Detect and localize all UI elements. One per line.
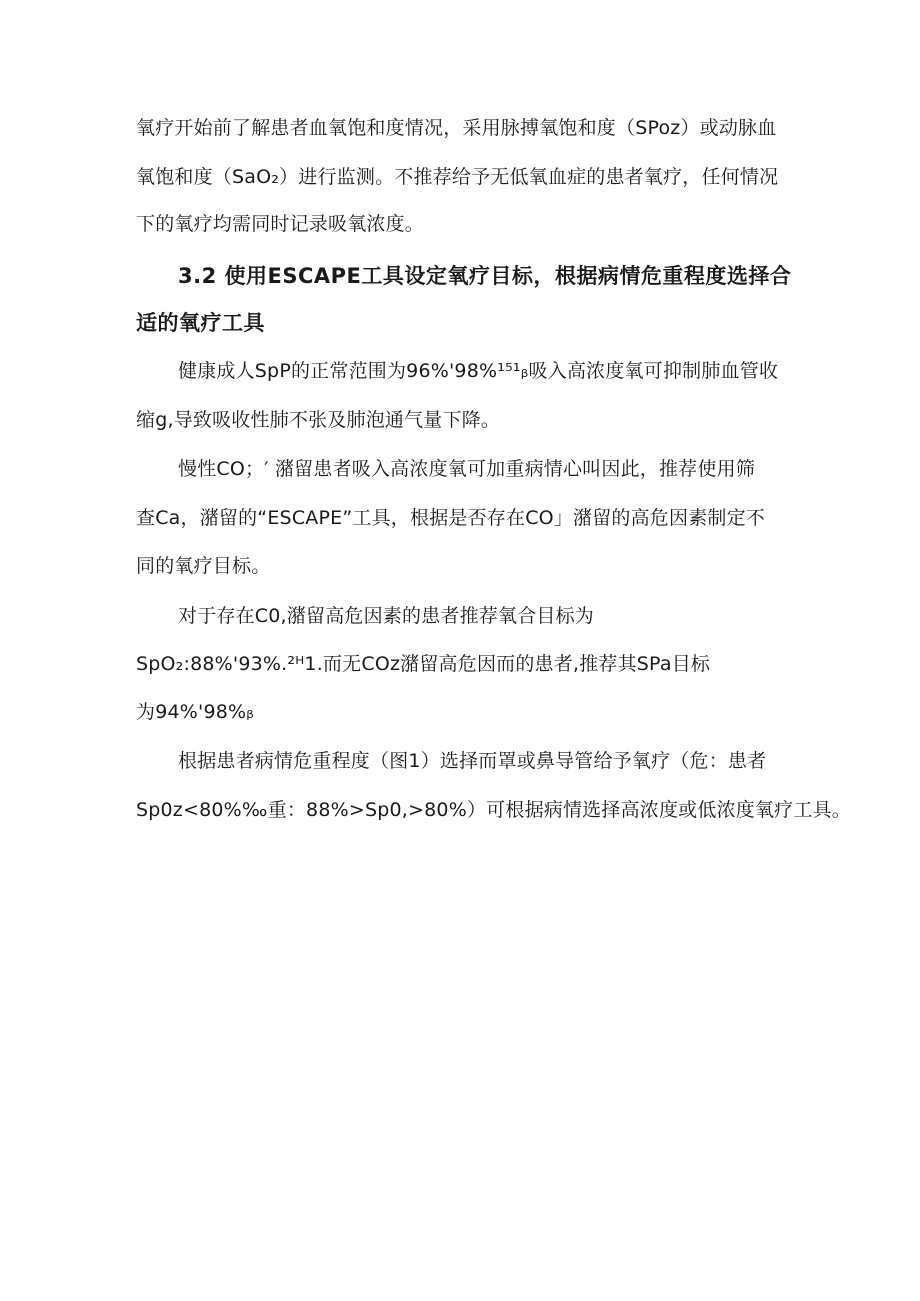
paragraph-line: 为94%'98%ᵦ [136,701,255,723]
paragraph-line: 健康成人SpP的正常范围为96%'98%¹⁵¹ᵦ吸入高浓度氧可抑制肺血管收 [178,360,779,382]
paragraph-line: Sp0z<80%‰重：88%>Sp0,>80%）可根据病情选择高浓度或低浓度氧疗工具。 [136,799,851,821]
section-heading-continued: 适的氧疗工具 [136,311,265,335]
paragraph-line: 同的氧疗目标。 [136,555,271,577]
paragraph-line: 下的氧疗均需同时记录吸氧浓度。 [136,213,425,235]
paragraph-line: 对于存在C0,潴留高危因素的患者推荐氧合目标为 [178,605,594,627]
paragraph-line: 氧疗开始前了解患者血氧饱和度情况，采用脉搏氧饱和度（SPoz）或动脉血 [136,117,777,139]
paragraph-line: SpO₂:88%'93%.²ᴴ1.而无COz潴留高危因而的患者,推荐其SPa目标 [136,653,711,675]
paragraph-line: 缩g,导致吸收性肺不张及肺泡通气量下降。 [136,409,501,431]
paragraph-line: 查Ca，潴留的“ESCAPE”工具，根据是否存在CO」潴留的高危因素制定不 [136,507,766,529]
section-heading: 3.2 使用ESCAPE工具设定氧疗目标，根据病情危重程度选择合 [178,264,792,288]
paragraph-line: 氧饱和度（SaO₂）进行监测。不推荐给予无低氧血症的患者氧疗，任何情况 [136,166,779,188]
paragraph-line: 根据患者病情危重程度（图1）选择而罩或鼻导管给予氧疗（危：患者 [178,750,767,772]
paragraph-line: 慢性CO；′ 潴留患者吸入高浓度氧可加重病情心叫因此，推荐使用筛 [178,458,755,480]
